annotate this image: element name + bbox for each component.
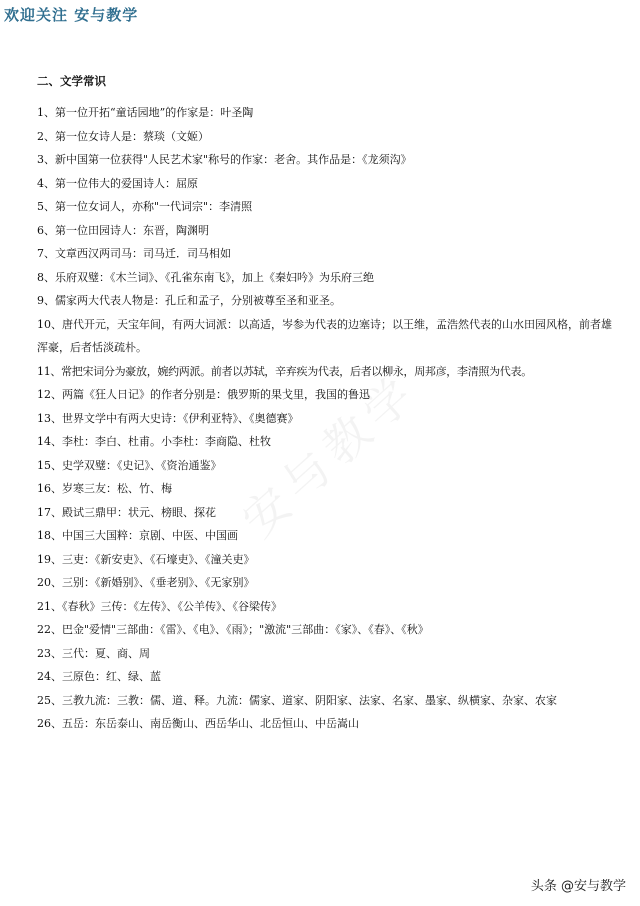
- list-item: 25、三教九流：三教：儒、道、释。九流：儒家、道家、阴阳家、法家、名家、墨家、纵横家、杂家、农家: [37, 693, 557, 707]
- list-item: 14、李杜：李白、杜甫。小李杜：李商隐、杜牧: [37, 435, 271, 448]
- list-item: 18、中国三大国粹：京剧、中医、中国画: [37, 529, 238, 542]
- list-item: 23、三代：夏、商、周: [37, 646, 150, 660]
- list-item: 22、巴金"爱情"三部曲：《雷》、《电》、《雨》；"激流"三部曲：《家》、《春》、《秋》: [37, 623, 429, 636]
- list-item: 26、五岳：东岳泰山、南岳衡山、西岳华山、北岳恒山、中岳嵩山: [37, 717, 359, 730]
- list-item: 6、第一位田园诗人：东晋，陶渊明: [37, 223, 209, 237]
- list-item: 7、文章西汉两司马：司马迁．司马相如: [37, 247, 231, 260]
- list-item: 20、三别：《新婚别》、《垂老别》、《无家别》: [37, 576, 255, 589]
- list-item: 9、儒家两大代表人物是：孔丘和孟子，分别被尊至圣和亚圣。: [37, 294, 341, 307]
- list-item: 21、《春秋》三传：《左传》、《公羊传》、《谷梁传》: [37, 599, 282, 613]
- list-item: 4、第一位伟大的爱国诗人：屈原: [37, 176, 198, 190]
- list-item: 12、两篇《狂人日记》的作者分别是：俄罗斯的果戈里，我国的鲁迅: [37, 388, 370, 401]
- list-item: 19、三吏：《新安吏》、《石壕吏》、《潼关吏》: [37, 552, 255, 566]
- header-brand: 欢迎关注 安与教学: [4, 6, 139, 24]
- list-item: 5、第一位女词人，亦称"一代词宗"：李清照: [37, 200, 253, 213]
- list-item: 15、史学双璧：《史记》、《资治通鉴》: [37, 458, 222, 472]
- list-item: 11、常把宋词分为豪放，婉约两派。前者以苏轼，辛弃疾为代表，后者以柳永，周邦彦，李清照为代表。: [37, 364, 532, 378]
- list-item: 3、新中国第一位获得"人民艺术家"称号的作家：老舍。其作品是：《龙须沟》: [37, 153, 412, 166]
- list-item: 1、第一位开拓“童话园地”的作家是：叶圣陶: [37, 106, 254, 119]
- footer-brand: 头条 @安与教学: [530, 879, 626, 894]
- list-item: 8、乐府双璧：《木兰词》、《孔雀东南飞》，加上《秦妇吟》为乐府三绝: [37, 270, 374, 284]
- list-item: 24、三原色：红、绿、蓝: [37, 670, 161, 683]
- section-title: 二、文学常识: [37, 74, 106, 88]
- document-body: [37, 74, 612, 736]
- list-item: 2、第一位女诗人是：蔡琰（文姬）: [37, 129, 209, 143]
- list-item: 10、唐代开元，天宝年间，有两大词派：以高适，岑参为代表的边塞诗；以王维，孟浩然代表的山水田园风格，前者雄浑豪，后者恬淡疏朴。: [37, 317, 612, 354]
- list-item: 16、岁寒三友：松、竹、梅: [37, 482, 172, 495]
- list-item: 13、世界文学中有两大史诗：《伊利亚特》、《奥德赛》: [37, 411, 299, 425]
- list-item: 17、殿试三鼎甲：状元、榜眼、探花: [37, 505, 216, 519]
